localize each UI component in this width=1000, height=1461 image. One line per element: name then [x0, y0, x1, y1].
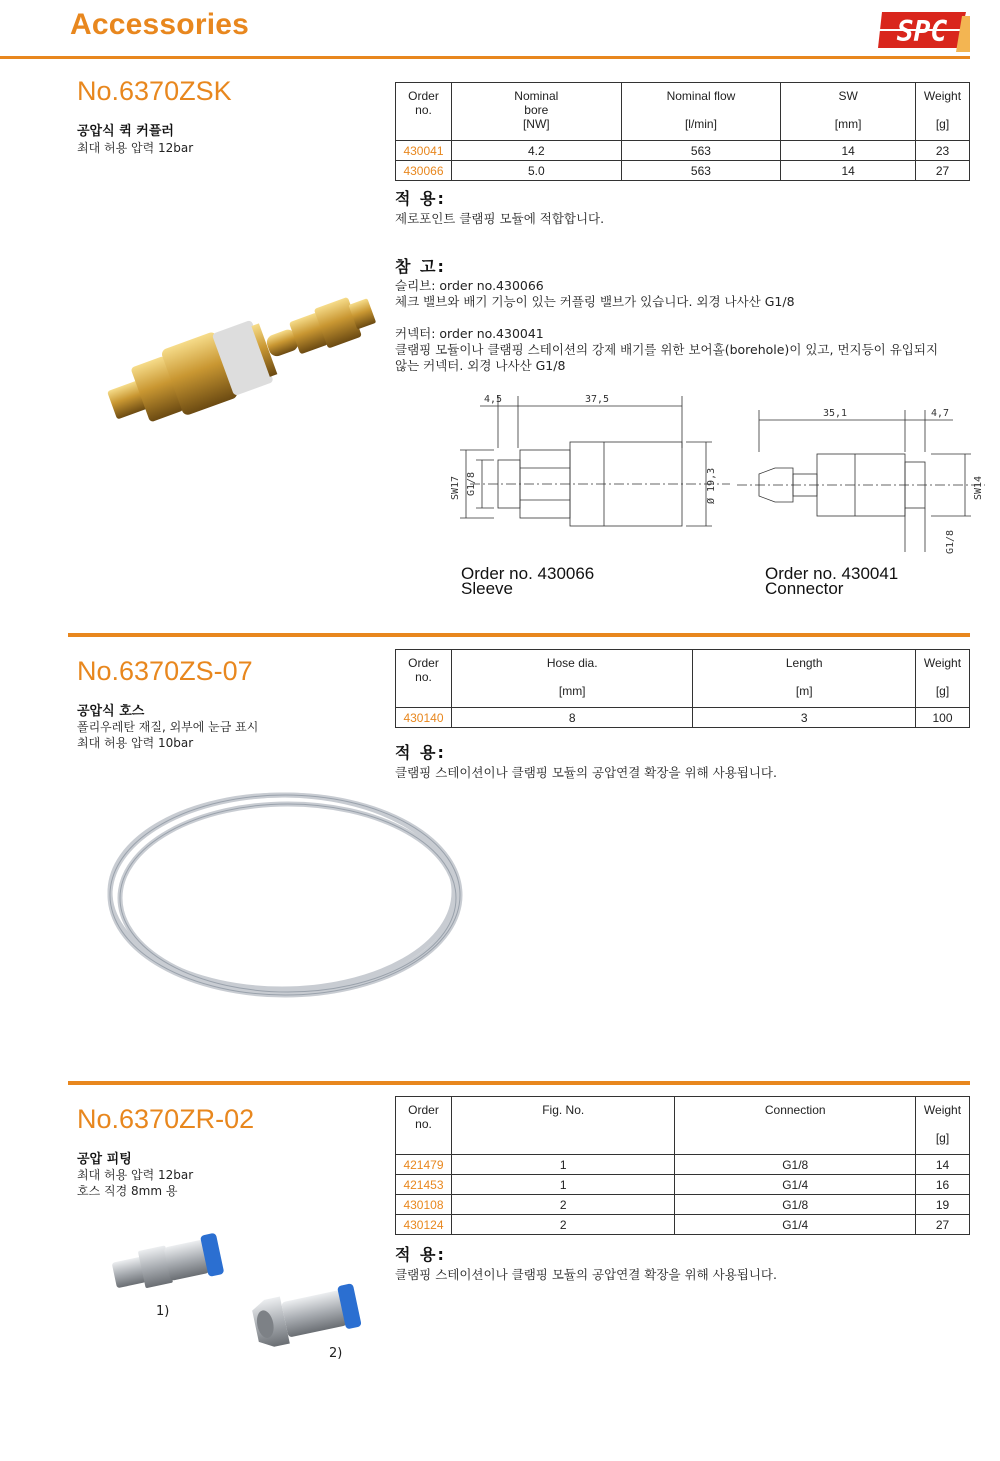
product-name: 공압식 호스	[77, 704, 145, 719]
order-number-cell: 421453	[396, 1175, 452, 1195]
product-name: 공압식 퀵 커플러	[77, 124, 174, 139]
table-cell: 563	[621, 161, 781, 181]
product-desc: 최대 허용 압력 12bar	[77, 141, 194, 155]
table-cell: 19	[916, 1195, 970, 1215]
section-rule	[68, 633, 970, 637]
table-cell: 1	[451, 1155, 674, 1175]
order-number-cell: 430041	[396, 141, 452, 161]
hose-photo	[100, 780, 470, 1010]
title-rule	[0, 56, 970, 59]
page-title: Accessories	[70, 8, 249, 41]
table-row	[396, 1155, 970, 1175]
fig-label: 2)	[329, 1346, 343, 1361]
table-header: Order no.	[396, 650, 452, 708]
table-row	[396, 161, 970, 181]
table-cell: G1/8	[675, 1195, 916, 1215]
order-number-cell: 430108	[396, 1195, 452, 1215]
note-line: 않는 커넥터. 외경 나사산 G1/8	[395, 358, 566, 373]
table-cell: 8	[451, 708, 692, 728]
caption-line: Order no. 430066	[461, 564, 595, 583]
spec-table	[395, 649, 970, 728]
caption-line: Order no. 430041	[765, 564, 899, 583]
table-header: Hose dia. [mm]	[451, 650, 692, 708]
product-number: No.6370ZSK	[77, 76, 232, 106]
order-number-cell: 430140	[396, 708, 452, 728]
fitting-photo-1	[108, 1218, 238, 1298]
table-cell: 1	[451, 1175, 674, 1195]
product-desc	[77, 719, 258, 751]
note-line: 클램핑 모듈이나 클램핑 스테이션의 강제 배기를 위한 보어홀(borehole)이 있고, 먼지등이 유입되지	[395, 342, 939, 357]
table-row	[396, 708, 970, 728]
table-header: Connection	[675, 1097, 916, 1155]
section-rule	[68, 1081, 970, 1085]
table-row	[396, 141, 970, 161]
connector-drawing	[735, 402, 990, 562]
table-cell: G1/4	[675, 1175, 916, 1195]
table-cell: 2	[451, 1195, 674, 1215]
dim-label: 37,5	[585, 394, 610, 405]
table-header: SW [mm]	[781, 83, 916, 141]
table-header: Nominal flow [l/min]	[621, 83, 781, 141]
table-header: Fig. No.	[451, 1097, 674, 1155]
table-header: Weight [g]	[916, 1097, 970, 1155]
table-cell: G1/8	[675, 1155, 916, 1175]
caption-line: Connector	[765, 579, 844, 598]
order-number-cell: 421479	[396, 1155, 452, 1175]
desc-line: 호스 직경 8mm 용	[77, 1184, 178, 1198]
table-row	[396, 1175, 970, 1195]
note-line: 커넥터: order no.430041	[395, 326, 544, 341]
fig-label: 1)	[156, 1304, 170, 1319]
application-text: 클램핑 스테이션이나 클램핑 모듈의 공압연결 확장을 위해 사용됩니다.	[395, 1267, 777, 1282]
table-row	[396, 1215, 970, 1235]
desc-line: 최대 허용 압력 10bar	[77, 736, 194, 750]
drawing-caption	[765, 566, 898, 596]
table-header: Weight [g]	[915, 650, 969, 708]
application-heading: 적 용:	[395, 1245, 446, 1264]
desc-line: 최대 허용 압력 12bar	[77, 1168, 194, 1182]
table-cell: 14	[781, 141, 916, 161]
table-cell: 4.2	[451, 141, 621, 161]
table-header: Order no.	[396, 1097, 452, 1155]
logo-text: SPC	[896, 15, 948, 48]
dim-label: 35,1	[823, 408, 848, 419]
table-cell: 14	[781, 161, 916, 181]
dim-label: SW14	[973, 475, 984, 500]
product-name: 공압 피팅	[77, 1152, 132, 1167]
table-header: Weight [g]	[915, 83, 969, 141]
table-cell: G1/4	[675, 1215, 916, 1235]
dim-label: G1/8	[945, 529, 956, 554]
application-heading: 적 용:	[395, 743, 446, 762]
product-number: No.6370ZS-07	[77, 656, 253, 686]
product-desc	[77, 1167, 193, 1199]
table-cell: 563	[621, 141, 781, 161]
note-line: 슬리브: order no.430066	[395, 278, 544, 293]
application-text: 클램핑 스테이션이나 클램핑 모듈의 공압연결 확장을 위해 사용됩니다.	[395, 765, 777, 780]
table-cell: 100	[915, 708, 969, 728]
table-cell: 5.0	[451, 161, 621, 181]
table-row	[396, 1195, 970, 1215]
spec-table	[395, 82, 970, 181]
note-heading: 참 고:	[395, 257, 446, 276]
dim-label: SW17	[450, 475, 461, 500]
sleeve-drawing	[440, 388, 740, 558]
caption-line: Sleeve	[461, 579, 513, 598]
coupler-photo	[95, 280, 385, 430]
table-cell: 16	[916, 1175, 970, 1195]
table-header: Length [m]	[693, 650, 916, 708]
table-cell: 14	[916, 1155, 970, 1175]
spc-logo	[878, 8, 970, 52]
table-cell: 2	[451, 1215, 674, 1235]
table-cell: 23	[915, 141, 969, 161]
dim-label: 4,5	[484, 394, 503, 405]
product-number: No.6370ZR-02	[77, 1104, 255, 1134]
fitting-photo-2	[248, 1268, 378, 1358]
application-heading: 적 용:	[395, 189, 446, 208]
spec-table	[395, 1096, 970, 1235]
note-line: 체크 밸브와 배기 기능이 있는 커플링 밸브가 있습니다. 외경 나사산 G1/8	[395, 294, 795, 309]
application-text: 제로포인트 클램핑 모듈에 적합합니다.	[395, 211, 605, 226]
table-cell: 27	[915, 161, 969, 181]
order-number-cell: 430124	[396, 1215, 452, 1235]
drawing-caption	[461, 566, 594, 596]
table-header: Order no.	[396, 83, 452, 141]
note-text	[395, 278, 955, 374]
table-cell: 27	[916, 1215, 970, 1235]
note-line	[395, 310, 955, 326]
dim-label: G1/8	[466, 471, 477, 496]
dim-label: 4,7	[931, 408, 950, 419]
order-number-cell: 430066	[396, 161, 452, 181]
dim-label: Ø 19,3	[706, 467, 717, 504]
table-cell: 3	[693, 708, 916, 728]
desc-line: 폴리우레탄 재질, 외부에 눈금 표시	[77, 720, 259, 734]
table-header: Nominal bore [NW]	[451, 83, 621, 141]
